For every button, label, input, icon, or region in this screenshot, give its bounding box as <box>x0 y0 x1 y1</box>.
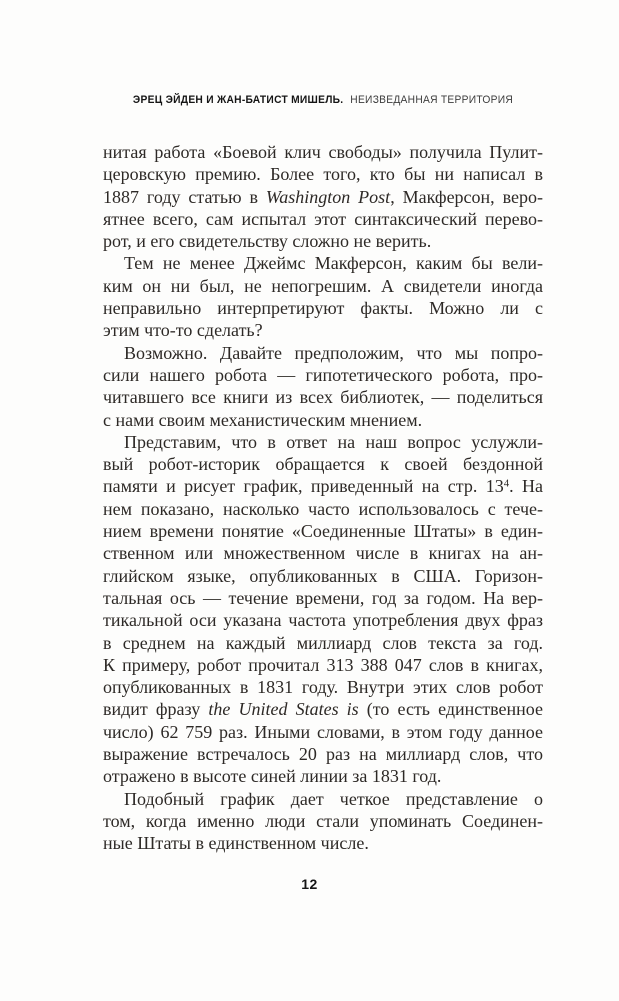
text-run: нем показано, насколько часто использовалось с тече- <box>103 498 543 519</box>
text-run: число) 62 759 раз. Иными словами, в этом году данное <box>103 721 543 742</box>
text-line <box>103 788 543 810</box>
text-run: церовскую премию. Более того, кто бы ни написал в <box>103 164 543 185</box>
text-run: читавшего все книги из всех библиотек, — поделиться <box>103 387 543 408</box>
text-run: ким он ни был, не непогрешим. А свидетели иногда <box>103 275 543 296</box>
text-run: ятнее всего, сам испытал этот синтаксический перево- <box>103 208 543 229</box>
text-line <box>103 141 543 163</box>
text-line <box>103 587 543 609</box>
text-line <box>103 230 543 252</box>
running-header <box>118 94 527 106</box>
text-run: Представим, что в ответ на наш вопрос услужли- <box>124 431 543 452</box>
text-line <box>103 252 543 274</box>
text-line <box>103 765 543 787</box>
italic-phrase: the United States is <box>208 699 359 720</box>
paragraph <box>103 342 543 431</box>
text-line <box>103 319 543 341</box>
italic-phrase: Washington Post <box>265 186 391 207</box>
text-run: памяти и рисует график, приведенный на стр. 13 <box>103 476 504 497</box>
paragraph <box>103 431 543 788</box>
text-line <box>103 810 543 832</box>
text-run: ные Штаты в единственном числе. <box>103 833 369 854</box>
text-line <box>103 453 543 475</box>
text-run: этим что-то сделать? <box>103 320 263 341</box>
text-run: ственном или множественном числе в книгах на ан- <box>103 543 543 564</box>
text-line <box>103 498 543 520</box>
text-line <box>103 297 543 319</box>
text-line <box>103 832 543 854</box>
text-line <box>103 542 543 564</box>
text-line <box>103 698 543 720</box>
text-run: сили нашего робота — гипотетического робота, про- <box>103 364 543 385</box>
text-line <box>103 409 543 431</box>
text-run: тикальной оси указана частота употребления двух фраз <box>103 610 543 631</box>
text-run: нием времени понятие «Соединенные Штаты» в един- <box>103 521 543 542</box>
text-line <box>103 364 543 386</box>
text-line <box>103 163 543 185</box>
text-run: с нами своим механистическим мнением. <box>103 409 423 430</box>
header-book-title: НЕИЗВЕДАННАЯ ТЕРРИТОРИЯ <box>350 94 514 106</box>
text-run: выражение встречалось 20 раз на миллиард слов, что <box>103 744 543 765</box>
text-line <box>103 520 543 542</box>
paragraph <box>103 788 543 855</box>
text-line <box>103 565 543 587</box>
text-line <box>103 342 543 364</box>
text-run: , Макферсон, веро- <box>390 186 543 207</box>
text-run: Возможно. Давайте предположим, что мы попро- <box>124 342 543 363</box>
text-run: глийском языке, опубликованных в США. Горизон- <box>103 565 543 586</box>
page-body <box>103 141 543 855</box>
text-line <box>103 676 543 698</box>
text-run: нитая работа «Боевой клич свободы» получила Пулит- <box>103 142 543 162</box>
paragraph <box>103 252 543 341</box>
text-run: рот, и его свидетельству сложно не верить. <box>103 231 432 252</box>
text-line <box>103 431 543 453</box>
text-run: отражено в высоте синей линии за 1831 год. <box>103 766 442 787</box>
text-run: тальная ось — течение времени, год за годом. На вер- <box>103 587 543 608</box>
paragraph <box>103 141 543 252</box>
page-number: 12 <box>301 876 318 892</box>
text-run: опубликованных в 1831 году. Внутри этих слов робот <box>103 677 543 698</box>
text-line <box>103 721 543 743</box>
text-line <box>103 208 543 230</box>
text-line <box>103 475 543 497</box>
text-run: том, когда именно люди стали упоминать Соединен- <box>103 810 543 831</box>
text-line <box>103 609 543 631</box>
text-line <box>103 386 543 408</box>
text-run: (то есть единственное <box>358 699 544 720</box>
text-run: 1887 году статью в <box>103 186 266 207</box>
footnote-marker: 4 <box>503 478 510 491</box>
text-run: К примеру, робот прочитал 313 388 047 слов в книгах, <box>103 654 543 675</box>
text-line <box>103 186 543 208</box>
text-line <box>103 275 543 297</box>
text-run: в среднем на каждый миллиард слов текста за год. <box>103 632 543 653</box>
text-line <box>103 654 543 676</box>
text-run: . На <box>509 476 543 497</box>
text-run: видит фразу <box>103 699 209 720</box>
text-line <box>103 632 543 654</box>
text-run: вый робот-историк обращается к своей бездонной <box>103 454 543 475</box>
text-run: Подобный график дает четкое представление о <box>124 788 543 809</box>
header-authors: ЭРЕЦ ЭЙДЕН И ЖАН-БАТИСТ МИШЕЛЬ. <box>132 94 344 106</box>
text-run: Тем не менее Джеймс Макферсон, каким бы вели- <box>124 253 543 274</box>
text-line <box>103 743 543 765</box>
text-run: неправильно интерпретируют факты. Можно ли с <box>103 298 543 319</box>
